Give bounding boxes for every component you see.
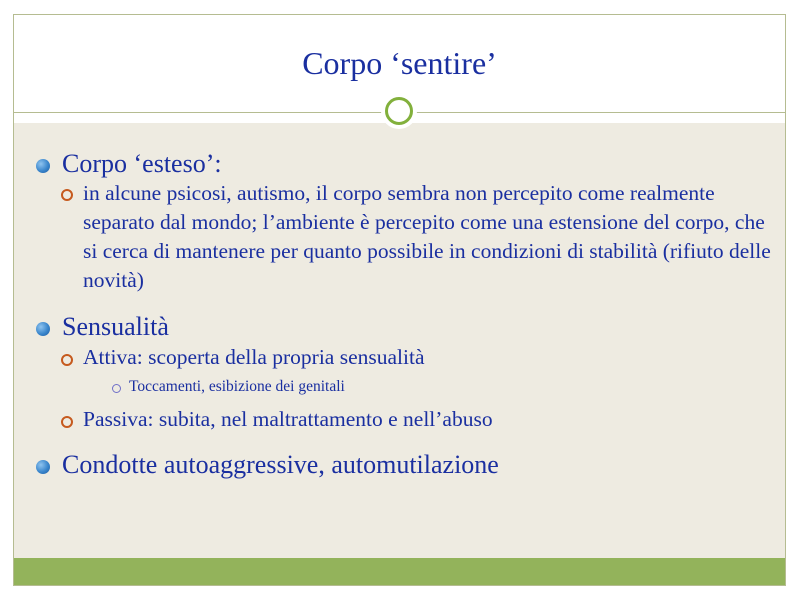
- slide-title: Corpo ‘sentire’: [302, 45, 497, 81]
- bullet-item-level2: Passiva: subita, nel maltrattamento e nell’abuso: [83, 407, 493, 431]
- bullet-item-level2: in alcune psicosi, autismo, il corpo sembra non percepito come realmente separato dal mondo; l’ambiente è percepito come una estensione del corpo, che si cerca di mantenere per quanto possibile in condizioni di stabilità (rifiuto delle novità): [83, 181, 771, 292]
- orange-ring-bullet-icon: [61, 416, 73, 428]
- blue-sphere-bullet-icon: [36, 322, 50, 336]
- bullet-item-level1: Condotte autoaggressive, automutilazione: [62, 450, 499, 479]
- ornament-ring: [385, 97, 413, 125]
- orange-ring-bullet-icon: [61, 189, 73, 201]
- green-ring-ornament-icon: [381, 93, 417, 129]
- orange-ring-bullet-icon: [61, 354, 73, 366]
- blue-sphere-bullet-icon: [36, 460, 50, 474]
- bullet-item-level3: Toccamenti, esibizione dei genitali: [129, 378, 345, 395]
- purple-ring-bullet-icon: [112, 384, 121, 393]
- bullet-item-level2: Attiva: scoperta della propria sensualità: [83, 345, 425, 369]
- bullet-item-level1: Sensualità: [62, 312, 169, 341]
- blue-sphere-bullet-icon: [36, 159, 50, 173]
- slide: [13, 14, 786, 586]
- footer-bar: [14, 558, 785, 585]
- bullet-item-level1: Corpo ‘esteso’:: [62, 149, 222, 178]
- content-area: [14, 123, 785, 559]
